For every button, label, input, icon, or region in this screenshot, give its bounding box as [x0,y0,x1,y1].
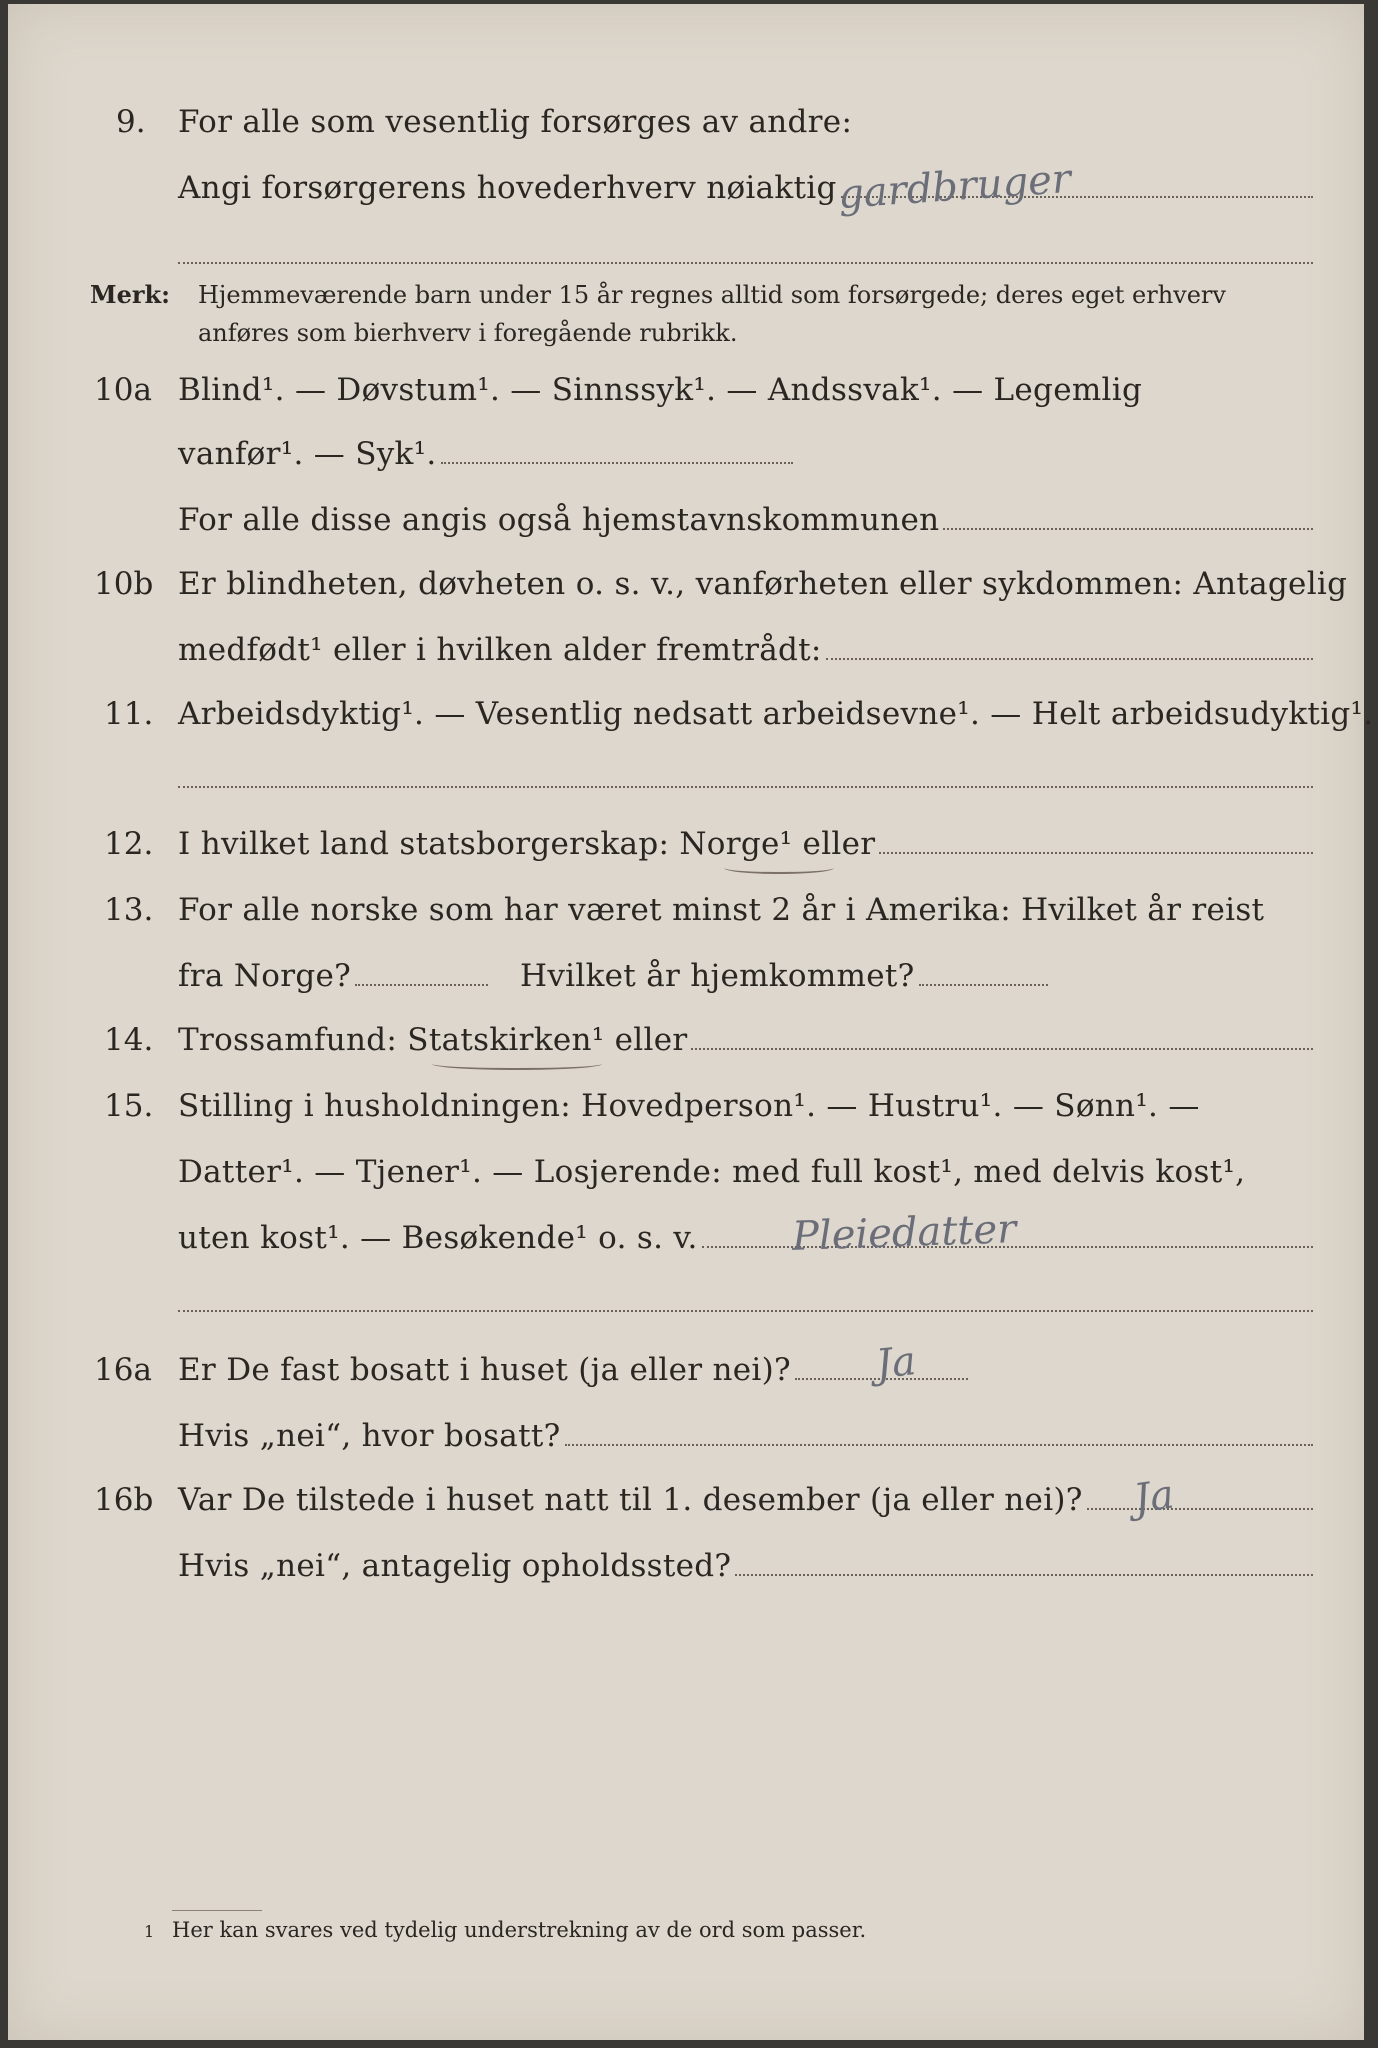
q16a-line1-text: Er De fast bosatt i huset (ja eller nei)? [178,1352,791,1388]
q10a-number: 10a [94,372,152,408]
q10b-line2-text: medfødt¹ eller i hvilken alder fremtrådt: [178,632,822,668]
q16b-answer-line[interactable] [1087,1508,1313,1510]
merk-line2: anføres som bierhverv i foregående rubrikk. [198,319,738,347]
q16a-line1 [178,1352,968,1388]
q15-line1 [178,1088,1200,1124]
q15-extra-line [178,1310,1313,1312]
merk-label: Merk: [90,280,170,309]
q16a-residence-line[interactable] [565,1444,1313,1446]
q12-answer-line[interactable] [879,852,1313,854]
q11-line1 [178,696,1373,732]
q11-extra-line [178,786,1313,788]
q10a-line2 [178,436,793,472]
q13-line2a [178,958,488,994]
q10a-line2-text: vanfør¹. — Syk¹. [178,436,437,472]
census-form-page [8,4,1374,2040]
footnote-text: Her kan svares ved tydelig understrekning av de ord som passer. [172,1918,867,1942]
q13-number: 13. [104,892,154,928]
q13-line1-text: For alle norske som har været minst 2 år i Amerika: Hvilket år reist [178,892,1265,928]
q10a-hometown-line[interactable] [943,528,1313,530]
q9-number: 9. [116,104,146,140]
q16a-line2 [178,1418,1313,1454]
q10a-line3 [178,502,1313,538]
q16b-location-line[interactable] [735,1574,1313,1576]
q16b-handwritten-answer: Ja [1130,1471,1177,1523]
q14-line1-text: Trossamfund: Statskirken¹ eller [178,1022,688,1058]
q15-number: 15. [104,1088,154,1124]
q10b-line1-text: Er blindheten, døvheten o. s. v., vanførheten eller sykdommen: Antagelig [178,566,1348,602]
footnote-rule [172,1910,262,1911]
q13-return-year-line[interactable] [919,984,1048,986]
q9-line2 [178,170,1313,206]
q10a-line1 [178,372,1142,408]
q12-number: 12. [104,826,154,862]
q10b-answer-line[interactable] [826,658,1313,660]
q12-line1 [178,826,1313,862]
q13-line1 [178,892,1264,928]
q16a-number: 16a [94,1352,152,1388]
q16a-line2-text: Hvis „nei“, hvor bosatt? [178,1418,561,1454]
q13-line2b-text: Hvilket år hjemkommet? [520,958,915,994]
q10b-number: 10b [94,566,154,602]
q11-number: 11. [104,696,154,732]
q9-handwritten-answer: gardbruger [836,155,1073,219]
footnote-mark: 1 [144,1922,155,1941]
q11-line1-text: Arbeidsdyktig¹. — Vesentlig nedsatt arbeidsevne¹. — Helt arbeidsudyktig¹. [178,696,1374,732]
q16b-line1-text: Var De tilstede i huset natt til 1. desember (ja eller nei)? [178,1482,1083,1518]
q10a-line1-text: Blind¹. — Døvstum¹. — Sinnssyk¹. — Andssvak¹. — Legemlig [178,372,1143,408]
q12-norge-underline [724,862,834,874]
q10a-answer-line[interactable] [441,462,793,464]
q15-line2 [178,1154,1245,1190]
q14-statskirken-underline [432,1058,602,1070]
q14-answer-line[interactable] [691,1048,1313,1050]
q9-extra-line [178,262,1313,264]
q14-line1 [178,1022,1313,1058]
q9-line1-text: For alle som vesentlig forsørges av andre: [178,104,853,140]
q15-line1-text: Stilling i husholdningen: Hovedperson¹. — Hustru¹. — Sønn¹. — [178,1088,1200,1124]
q15-handwritten-answer: Pleiedatter [791,1206,1017,1260]
q10b-line2 [178,632,1313,668]
q10b-line1 [178,566,1347,602]
q16b-line2 [178,1548,1313,1584]
q13-left-year-line[interactable] [355,984,488,986]
q15-line2-text: Datter¹. — Tjener¹. — Losjerende: med full kost¹, med delvis kost¹, [178,1154,1246,1190]
q12-line1-text: I hvilket land statsborgerskap: Norge¹ eller [178,826,876,862]
q16a-handwritten-answer: Ja [873,1338,919,1388]
q15-line3-text: uten kost¹. — Besøkende¹ o. s. v. [178,1220,698,1256]
merk-line1: Hjemmeværende barn under 15 år regnes alltid som forsørgede; deres eget erhverv [198,281,1226,309]
q14-number: 14. [104,1022,154,1058]
q16b-number: 16b [94,1482,154,1518]
q16b-line2-text: Hvis „nei“, antagelig opholdssted? [178,1548,732,1584]
q10a-line3-text: For alle disse angis også hjemstavnskommunen [178,502,940,538]
q15-line3 [178,1220,1313,1256]
q13-line2b [520,958,1048,994]
q9-line2-text: Angi forsørgerens hovederhverv nøiaktig [178,170,837,206]
q9-line1 [178,104,852,140]
q13-line2a-text: fra Norge? [178,958,352,994]
